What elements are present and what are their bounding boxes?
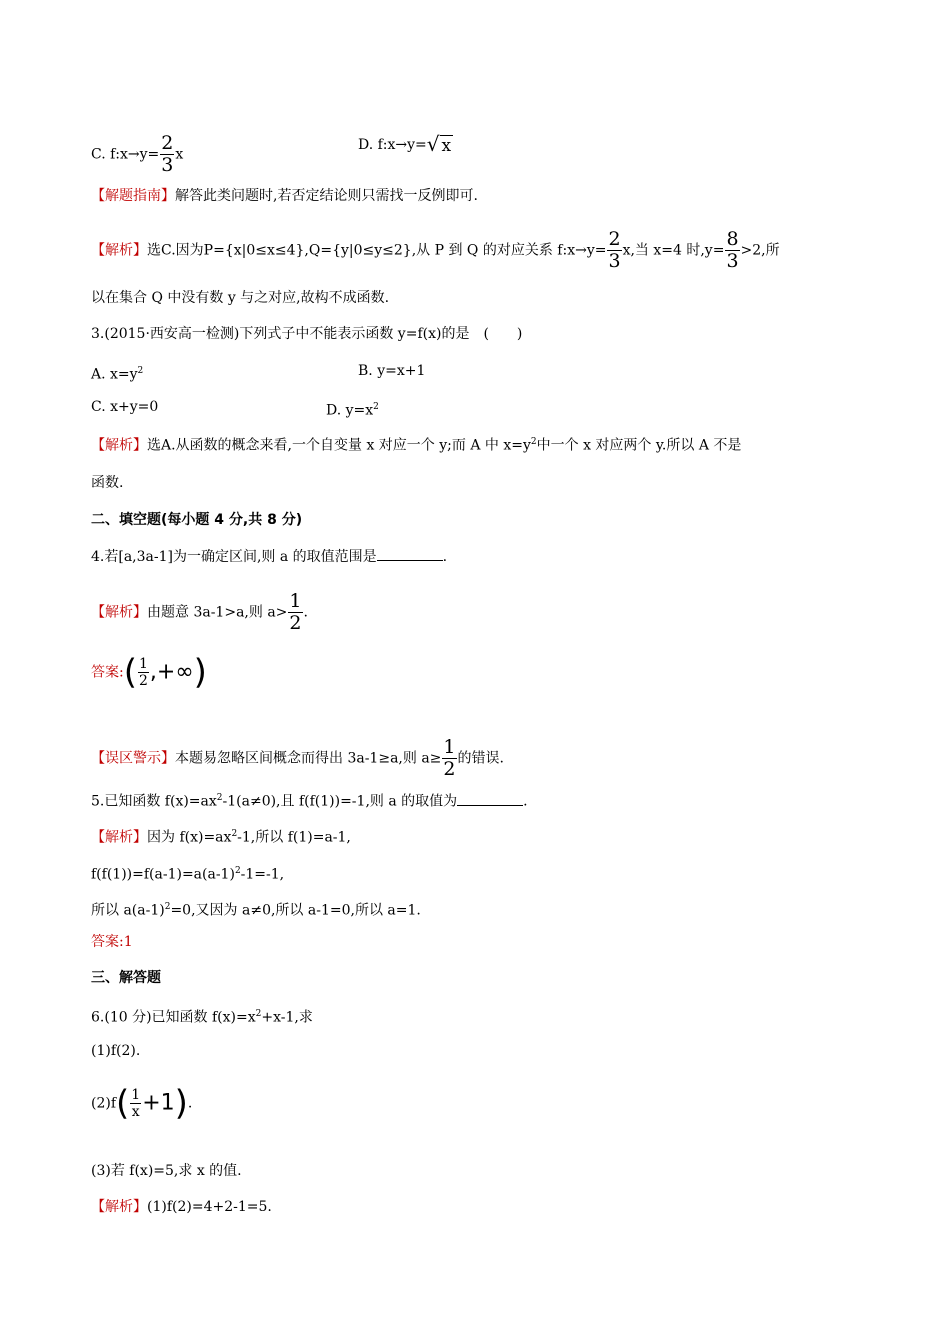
analysis-text: >2,所 [740, 242, 780, 259]
analysis-text: f(f(1))=f(a-1)=a(a-1) [91, 866, 235, 883]
q2-guide [91, 186, 478, 206]
analysis-text: 因为 f(x)=ax [147, 829, 232, 846]
fraction-denominator: 3 [608, 250, 621, 272]
fraction-denominator: 2 [289, 612, 302, 634]
analysis-text: x,当 x=4 时,y= [622, 242, 725, 259]
fraction-numerator: 1 [131, 1087, 141, 1103]
fraction-numerator: 8 [726, 228, 739, 250]
q2-option-c [91, 134, 183, 175]
warning-end: 的错误. [457, 750, 504, 767]
analysis-tag: 【解析】 [91, 829, 147, 846]
analysis-text: 选C.因为P={x|0≤x≤4},Q={y|0≤y≤2},从 P 到 Q 的对应关系 f:x→y= [147, 242, 607, 259]
q4-answer [91, 652, 207, 693]
option-text: A. x=y [91, 366, 138, 383]
q4-analysis [91, 592, 308, 633]
analysis-text: =0,又因为 a≠0,所以 a-1=0,所以 a=1. [170, 902, 421, 919]
fraction-numerator: 1 [289, 590, 302, 612]
warning-text: 本题易忽略区间概念而得出 3a-1≥a,则 a≥ [175, 750, 442, 767]
question-text: 4.若[a,3a-1]为一确定区间,则 a 的取值范围是 [91, 549, 377, 565]
option-text: C. f:x→y= [91, 146, 160, 163]
fraction-numerator: 2 [608, 228, 621, 250]
answer-blank[interactable] [457, 791, 523, 806]
q5-analysis-line2 [91, 861, 284, 885]
fraction-numerator: 2 [161, 132, 174, 154]
part-label: (2)f [91, 1095, 117, 1112]
q2-analysis [91, 230, 780, 271]
answer-label: 答案: [91, 664, 124, 681]
q6-part3: (3)若 f(x)=5,求 x 的值. [91, 1163, 242, 1179]
q5-analysis-line1 [91, 824, 351, 848]
analysis-text: 由题意 3a-1>a,则 a> [147, 604, 288, 621]
answer-blank[interactable] [377, 546, 443, 561]
guide-tag: 【解题指南】 [91, 188, 175, 204]
fraction-denominator: x [131, 1104, 140, 1120]
q3-analysis [91, 432, 741, 456]
q2-analysis-line2: 以在集合 Q 中没有数 y 与之对应,故构不成函数. [91, 290, 390, 306]
question-text: 6.(10 分)已知函数 f(x)=x [91, 1009, 256, 1026]
analysis-text: 中一个 x 对应两个 y.所以 A 不是 [536, 437, 742, 454]
warning-tag: 【误区警示】 [91, 750, 175, 767]
question-end: . [523, 793, 528, 810]
superscript: 2 [373, 402, 379, 412]
fraction [138, 657, 149, 688]
superscript: 2 [530, 437, 537, 447]
superscript: 2 [234, 866, 241, 876]
section-title: 二、填空题(每小题 4 分,共 8 分) [91, 512, 303, 528]
q4-warning [91, 738, 504, 779]
fraction [442, 738, 456, 779]
sqrt-symbol: √ x [426, 132, 452, 156]
q3-stem: 3.(2015·西安高一检测)下列式子中不能表示函数 y=f(x)的是 ( ) [91, 326, 523, 342]
analysis-end: . [303, 604, 308, 621]
q4-stem [91, 546, 447, 567]
guide-text: 解答此类问题时,若否定结论则只需找一反例即可. [175, 188, 478, 204]
fraction [130, 1088, 141, 1119]
expression-tail: +1 [142, 1090, 175, 1116]
q2-option-d [358, 134, 453, 156]
question-end: . [442, 549, 448, 565]
q3-option-b: B. y=x+1 [358, 363, 426, 379]
superscript: 2 [216, 793, 223, 803]
superscript: 2 [164, 902, 171, 912]
option-tail: x [175, 146, 184, 163]
fraction-numerator: 1 [138, 656, 148, 672]
q6-part2 [91, 1083, 193, 1124]
analysis-text: 所以 a(a-1) [91, 902, 165, 919]
fraction-numerator: 1 [443, 736, 456, 758]
q5-analysis-line3 [91, 897, 421, 921]
q3-option-c: C. x+y=0 [91, 399, 159, 415]
analysis-tag: 【解析】 [91, 437, 147, 454]
q6-part1: (1)f(2). [91, 1043, 141, 1059]
q3-option-a [91, 361, 143, 385]
fraction-denominator: 2 [443, 758, 456, 780]
fraction-denominator: 3 [726, 250, 739, 272]
q3-option-d [326, 397, 379, 421]
fraction-denominator: 2 [138, 673, 148, 689]
q6-analysis [91, 1197, 272, 1217]
q6-stem [91, 1004, 313, 1028]
answer-tail: ,+∞ [149, 659, 194, 685]
close-paren: ) [193, 652, 207, 693]
q3-analysis-line2: 函数. [91, 475, 124, 491]
analysis-tag: 【解析】 [91, 1199, 147, 1215]
radicand: x [441, 136, 452, 156]
open-paren: ( [116, 1083, 130, 1124]
question-text: +x-1,求 [261, 1009, 313, 1026]
analysis-text: -1=-1, [240, 866, 285, 883]
part-end: . [187, 1095, 193, 1112]
fraction [288, 592, 302, 633]
analysis-text: -1,所以 f(1)=a-1, [237, 829, 351, 846]
q5-stem [91, 788, 528, 812]
question-text: -1(a≠0),且 f(f(1))=-1,则 a 的取值为 [222, 793, 458, 810]
close-paren: ) [174, 1083, 188, 1124]
fraction-denominator: 3 [161, 154, 174, 176]
fraction [607, 230, 621, 271]
superscript: 2 [137, 366, 144, 376]
fraction [725, 230, 739, 271]
option-text: D. y=x [326, 402, 374, 419]
analysis-tag: 【解析】 [91, 604, 147, 621]
superscript: 2 [255, 1009, 262, 1019]
analysis-tag: 【解析】 [91, 242, 147, 259]
q5-answer: 答案:1 [91, 934, 133, 950]
open-paren: ( [123, 652, 137, 693]
question-text: 5.已知函数 f(x)=ax [91, 793, 217, 810]
section-title: 三、解答题 [91, 970, 161, 986]
option-text: D. f:x→y= [358, 137, 427, 153]
analysis-text: 选A.从函数的概念来看,一个自变量 x 对应一个 y;而 A 中 x=y [147, 437, 531, 454]
fraction [160, 134, 174, 175]
superscript: 2 [231, 829, 238, 839]
analysis-text: (1)f(2)=4+2-1=5. [147, 1199, 272, 1215]
